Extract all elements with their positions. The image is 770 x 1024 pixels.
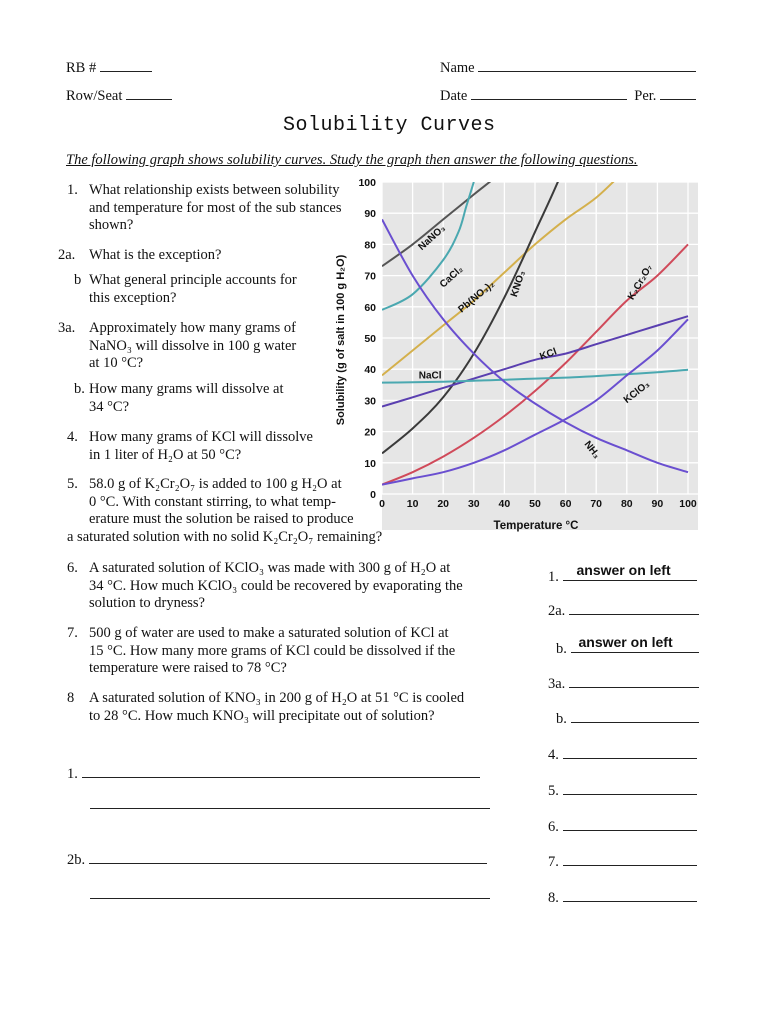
- intro-text: The following graph shows solubility curves. Study the graph then answer the following questions.: [66, 152, 638, 168]
- date-label: Date: [440, 88, 468, 104]
- series-label: NH₃: [581, 439, 603, 461]
- y-tick-label: 80: [364, 239, 376, 252]
- rb-label: RB #: [66, 60, 97, 76]
- x-tick-label: 40: [498, 498, 511, 510]
- y-tick-label: 50: [364, 333, 376, 345]
- y-tick-label: 10: [364, 457, 376, 470]
- x-tick-label: 30: [467, 498, 480, 510]
- row-seat-label: Row/Seat: [66, 88, 123, 104]
- answer-2a: 2a.: [548, 600, 699, 620]
- x-tick-label: 50: [529, 498, 541, 510]
- series-label: NaNO₃: [416, 223, 448, 253]
- x-tick-label: 10: [406, 498, 419, 510]
- answer-3a: 3a.: [548, 673, 699, 693]
- work-line-2b: 2b.: [67, 849, 487, 869]
- x-tick-label: 90: [651, 498, 664, 510]
- series-label: K₂Cr₂O₇: [625, 262, 656, 303]
- x-axis-label: Temperature °C: [493, 520, 579, 532]
- x-tick-label: 60: [559, 498, 572, 510]
- series-label: CaCl₂: [437, 263, 466, 291]
- answer-6: 6.: [548, 816, 697, 836]
- name-label: Name: [440, 60, 475, 76]
- y-tick-label: 90: [364, 208, 376, 221]
- series-label: NaCl: [418, 370, 442, 382]
- x-tick-label: 80: [620, 498, 633, 510]
- y-tick-label: 30: [364, 395, 376, 408]
- x-tick-label: 20: [437, 498, 450, 510]
- answer-8: 8.: [548, 887, 697, 907]
- y-tick-label: 70: [364, 270, 376, 283]
- period-label: Per.: [634, 88, 657, 104]
- series-label: KNO₃: [509, 269, 528, 299]
- series-label: KClO₃: [621, 378, 652, 406]
- answer-3b: b.: [556, 708, 699, 728]
- answer-2b-blank[interactable]: answer on left: [571, 636, 699, 653]
- answer-7: 7.: [548, 851, 697, 871]
- x-tick-label: 70: [590, 498, 603, 510]
- y-tick-label: 60: [364, 301, 376, 314]
- answer-2b: b. answer on left: [556, 636, 699, 658]
- y-tick-label: 100: [358, 177, 376, 189]
- series-label: Pb(NO₃)₂: [456, 278, 497, 316]
- answer-1: 1. answer on left: [548, 564, 697, 586]
- y-tick-label: 20: [364, 426, 376, 439]
- series-label: KCl: [538, 346, 559, 363]
- x-tick-label: 100: [679, 498, 697, 510]
- answer-1-blank[interactable]: answer on left: [563, 564, 697, 581]
- y-axis-label: Solubility (g of salt in 100 g H₂O): [335, 254, 347, 426]
- x-tick-label: 0: [379, 498, 385, 510]
- page-title: Solubility Curves: [283, 114, 496, 137]
- y-tick-label: 40: [364, 364, 376, 377]
- work-line-1: 1.: [67, 763, 480, 783]
- answer-5: 5.: [548, 780, 697, 800]
- answer-4: 4.: [548, 744, 697, 764]
- y-tick-label: 0: [370, 489, 376, 501]
